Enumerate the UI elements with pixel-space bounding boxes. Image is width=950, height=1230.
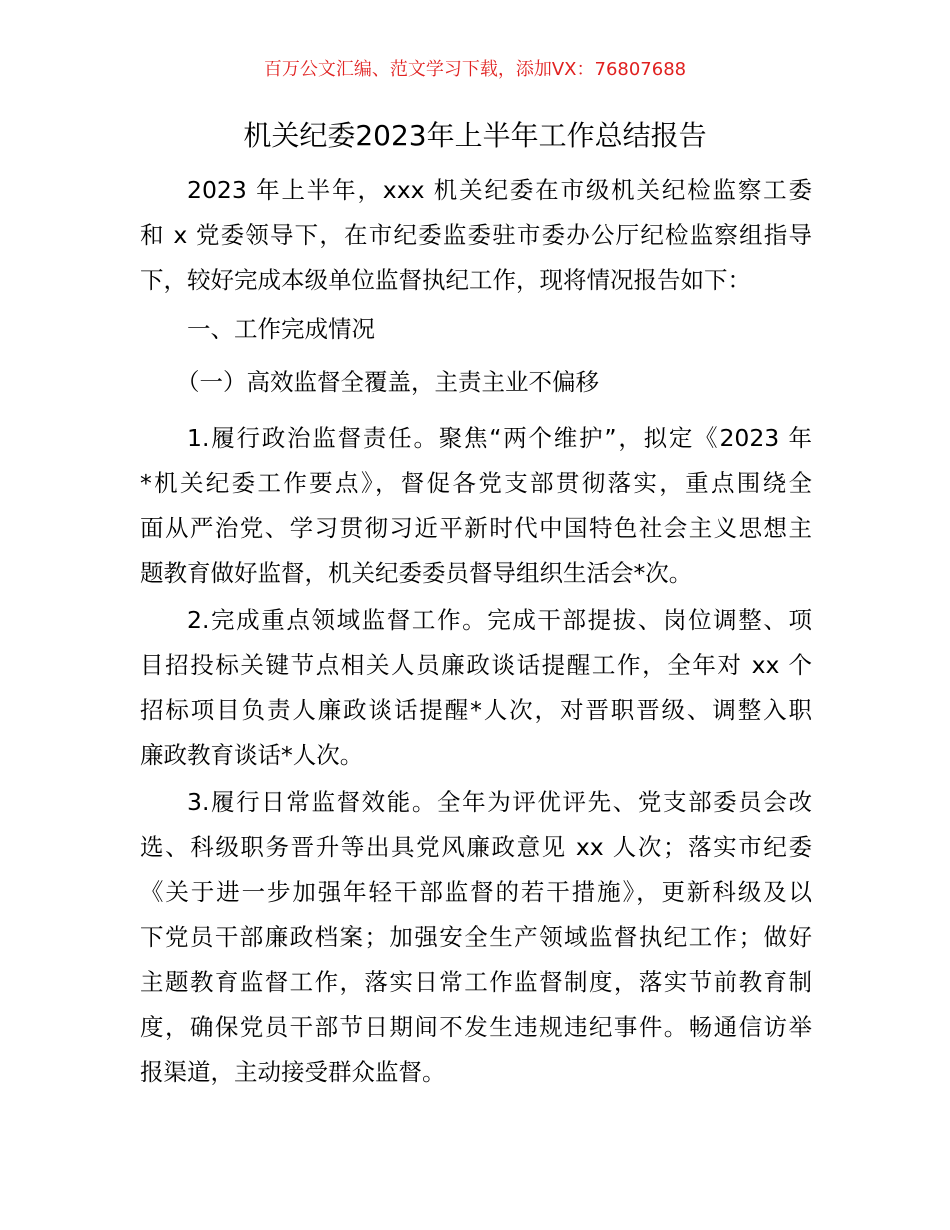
section-heading-text: 一、工作完成情况 (187, 315, 375, 343)
header-banner (0, 58, 950, 82)
paragraph-line: 1.履行政治监督责任。聚焦“两个维护”，拟定《2023 年 (187, 424, 812, 452)
paragraph-line: 3.履行日常监督效能。全年为评优评先、党支部委员会改 (187, 788, 812, 816)
paragraph-line: 主题教育监督工作，落实日常工作监督制度，落实节前教育制 (140, 968, 812, 996)
paragraph-line: 2023 年上半年，xxx 机关纪委在市级机关纪检监察工委 (187, 176, 812, 204)
section-heading (140, 307, 812, 352)
item-2-paragraph (140, 598, 812, 778)
paragraph-line: 面从严治党、学习贯彻习近平新时代中国特色社会主义思想主 (140, 514, 812, 542)
subsection-heading-text: （一）高效监督全覆盖，主责主业不偏移 (176, 368, 599, 396)
paragraph-line: 招标项目负责人廉政谈话提醒*人次，对晋职晋级、调整入职 (140, 696, 812, 724)
paragraph-line: 题教育做好监督，机关纪委委员督导组织生活会*次。 (140, 559, 693, 587)
document-title: 机关纪委2023年上半年工作总结报告 (243, 119, 707, 152)
paragraph-line: 下党员干部廉政档案；加强安全生产领域监督执纪工作；做好 (140, 923, 812, 951)
paragraph-line: 选、科级职务晋升等出具党风廉政意见 xx 人次；落实市纪委 (140, 833, 812, 861)
paragraph-line: 下，较好完成本级单位监督执纪工作，现将情况报告如下： (140, 266, 751, 294)
paragraph-line: 和 x 党委领导下，在市纪委监委驻市委办公厅纪检监察组指导 (140, 221, 812, 249)
intro-paragraph (140, 168, 812, 303)
paragraph-line: 《关于进一步加强年轻干部监督的若干措施》，更新科级及以 (140, 878, 812, 906)
paragraph-line: 目招投标关键节点相关人员廉政谈话提醒工作，全年对 xx 个 (140, 651, 812, 679)
item-1-paragraph (140, 416, 812, 596)
paragraph-line: 度，确保党员干部节日期间不发生违规违纪事件。畅通信访举 (140, 1013, 812, 1041)
subsection-heading (140, 360, 812, 405)
paragraph-line: 廉政教育谈话*人次。 (140, 741, 364, 769)
header-banner-text: 百万公文汇编、范文学习下载，添加VX：76807688 (263, 59, 687, 80)
item-3-paragraph (140, 780, 812, 1095)
paragraph-line: 2.完成重点领域监督工作。完成干部提拔、岗位调整、项 (187, 606, 812, 634)
paragraph-line: 报渠道，主动接受群众监督。 (140, 1058, 446, 1086)
paragraph-line: *机关纪委工作要点》，督促各党支部贯彻落实，重点围绕全 (140, 469, 812, 497)
